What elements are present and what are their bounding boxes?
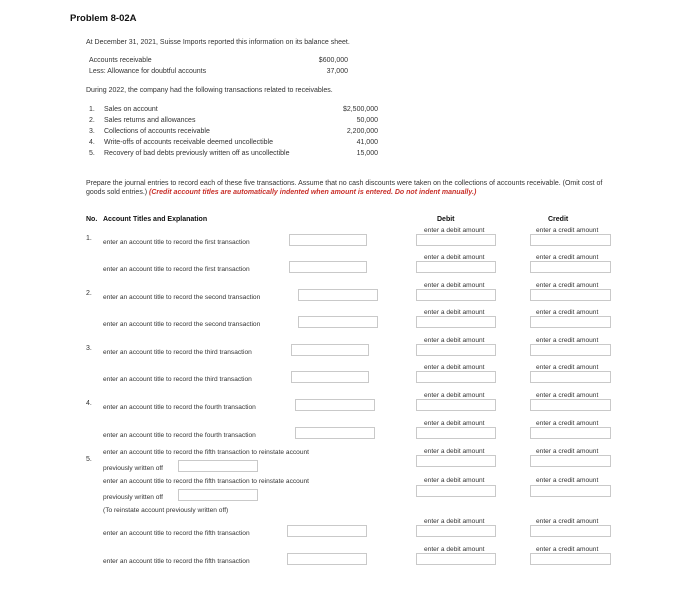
transaction-label: Recovery of bad debts previously written off as uncollectible: [104, 150, 290, 157]
credit-amount-input[interactable]: [530, 485, 611, 497]
credit-amount-input[interactable]: [530, 316, 611, 328]
debit-amount-input[interactable]: [416, 316, 496, 328]
balance-label: Accounts receivable: [89, 57, 152, 64]
debit-amount-prompt: enter a debit amount: [424, 392, 485, 399]
transaction-amount: 41,000: [356, 139, 378, 146]
credit-amount-prompt: enter a credit amount: [536, 227, 599, 234]
credit-amount-input[interactable]: [530, 344, 611, 356]
account-title-prompt: enter an account title to record the first transaction: [103, 266, 250, 273]
transaction-label: Sales on account: [104, 106, 158, 113]
transaction-number: 3.: [89, 128, 95, 135]
intro-text: At December 31, 2021, Suisse Imports reported this information on its balance sheet.: [86, 39, 350, 46]
account-title-prompt: enter an account title to record the fifth transaction: [103, 530, 250, 537]
debit-amount-input[interactable]: [416, 485, 496, 497]
credit-amount-prompt: enter a credit amount: [536, 448, 599, 455]
account-title-prompt: enter an account title to record the fourth transaction: [103, 404, 256, 411]
debit-amount-prompt: enter a debit amount: [424, 518, 485, 525]
transaction-number: 5.: [89, 150, 95, 157]
debit-amount-prompt: enter a debit amount: [424, 309, 485, 316]
credit-amount-prompt: enter a credit amount: [536, 254, 599, 261]
account-title-input[interactable]: [289, 234, 367, 246]
credit-amount-input[interactable]: [530, 399, 611, 411]
credit-amount-prompt: enter a credit amount: [536, 392, 599, 399]
account-title-input[interactable]: [178, 460, 258, 472]
transaction-amount: $2,500,000: [342, 106, 378, 113]
account-title-prompt: enter an account title to record the fifth transaction to reinstate account: [103, 478, 309, 485]
credit-amount-prompt: enter a credit amount: [536, 337, 599, 344]
account-title-prompt: enter an account title to record the first transaction: [103, 239, 250, 246]
credit-amount-input[interactable]: [530, 455, 611, 467]
credit-amount-input[interactable]: [530, 525, 611, 537]
credit-amount-input[interactable]: [530, 261, 611, 273]
transaction-label: Write-offs of accounts receivable deemed uncollectible: [104, 139, 273, 146]
transaction-label: Sales returns and allowances: [104, 117, 196, 124]
transaction-amount: 15,000: [356, 150, 378, 157]
instructions-note: (Credit account titles are automatically indented when amount is entered. Do not indent manually.): [149, 188, 477, 196]
entry-explanation: (To reinstate account previously written off): [103, 507, 229, 514]
entry-number: 4.: [86, 400, 92, 407]
debit-amount-prompt: enter a debit amount: [424, 477, 485, 484]
entry-number: 5.: [86, 456, 92, 463]
balance-amount: $600,000: [318, 57, 348, 64]
page-title: Problem 8-02A: [70, 13, 137, 24]
credit-amount-input[interactable]: [530, 553, 611, 565]
account-title-prompt-cont: previously written off: [103, 465, 163, 472]
transaction-label: Collections of accounts receivable: [104, 128, 210, 135]
debit-amount-prompt: enter a debit amount: [424, 254, 485, 261]
credit-amount-prompt: enter a credit amount: [536, 282, 599, 289]
account-title-prompt-cont: previously written off: [103, 494, 163, 501]
debit-amount-input[interactable]: [416, 525, 496, 537]
debit-amount-input[interactable]: [416, 234, 496, 246]
credit-amount-prompt: enter a credit amount: [536, 364, 599, 371]
account-title-prompt: enter an account title to record the fifth transaction: [103, 558, 250, 565]
entry-number: 2.: [86, 290, 92, 297]
debit-amount-input[interactable]: [416, 289, 496, 301]
debit-amount-input[interactable]: [416, 455, 496, 467]
transaction-number: 2.: [89, 117, 95, 124]
credit-amount-prompt: enter a credit amount: [536, 518, 599, 525]
transaction-amount: 2,200,000: [346, 128, 378, 135]
debit-amount-prompt: enter a debit amount: [424, 420, 485, 427]
account-title-input[interactable]: [291, 371, 369, 383]
credit-amount-prompt: enter a credit amount: [536, 420, 599, 427]
debit-amount-prompt: enter a debit amount: [424, 337, 485, 344]
transaction-number: 1.: [89, 106, 95, 113]
credit-amount-input[interactable]: [530, 234, 611, 246]
entry-number: 1.: [86, 235, 92, 242]
account-title-input[interactable]: [295, 399, 375, 411]
account-title-prompt: enter an account title to record the third transaction: [103, 376, 252, 383]
account-title-prompt: enter an account title to record the third transaction: [103, 349, 252, 356]
credit-amount-prompt: enter a credit amount: [536, 477, 599, 484]
account-title-input[interactable]: [287, 553, 367, 565]
header-debit: Debit: [437, 216, 455, 223]
entry-number: 3.: [86, 345, 92, 352]
credit-amount-input[interactable]: [530, 289, 611, 301]
account-title-input[interactable]: [298, 316, 378, 328]
account-title-prompt: enter an account title to record the second transaction: [103, 294, 261, 301]
header-no: No.: [86, 216, 98, 223]
account-title-input[interactable]: [178, 489, 258, 501]
account-title-input[interactable]: [298, 289, 378, 301]
transaction-number: 4.: [89, 139, 95, 146]
instructions-text: Prepare the journal entries to record each of these five transactions. Assume that no cash discounts were taken on the collections of accounts receivable. (Omit cost of goods sold entries.): [86, 180, 603, 196]
debit-amount-input[interactable]: [416, 261, 496, 273]
header-account-titles: Account Titles and Explanation: [103, 216, 208, 223]
debit-amount-prompt: enter a debit amount: [424, 227, 485, 234]
account-title-input[interactable]: [295, 427, 375, 439]
account-title-prompt: enter an account title to record the fourth transaction: [103, 432, 256, 439]
debit-amount-input[interactable]: [416, 553, 496, 565]
balance-label: Less: Allowance for doubtful accounts: [89, 68, 207, 75]
transaction-amount: 50,000: [356, 117, 378, 124]
header-credit: Credit: [548, 216, 569, 223]
account-title-prompt: enter an account title to record the second transaction: [103, 321, 261, 328]
credit-amount-prompt: enter a credit amount: [536, 546, 599, 553]
debit-amount-prompt: enter a debit amount: [424, 448, 485, 455]
debit-amount-prompt: enter a debit amount: [424, 546, 485, 553]
account-title-input[interactable]: [289, 261, 367, 273]
debit-amount-input[interactable]: [416, 344, 496, 356]
credit-amount-input[interactable]: [530, 371, 611, 383]
debit-amount-input[interactable]: [416, 399, 496, 411]
credit-amount-input[interactable]: [530, 427, 611, 439]
during-text: During 2022, the company had the following transactions related to receivables.: [86, 87, 333, 94]
account-title-input[interactable]: [287, 525, 367, 537]
instructions: [86, 180, 616, 197]
account-title-input[interactable]: [291, 344, 369, 356]
credit-amount-prompt: enter a credit amount: [536, 309, 599, 316]
account-title-prompt: enter an account title to record the fifth transaction to reinstate account: [103, 449, 309, 456]
debit-amount-input[interactable]: [416, 427, 496, 439]
debit-amount-input[interactable]: [416, 371, 496, 383]
debit-amount-prompt: enter a debit amount: [424, 282, 485, 289]
debit-amount-prompt: enter a debit amount: [424, 364, 485, 371]
balance-amount: 37,000: [326, 68, 348, 75]
